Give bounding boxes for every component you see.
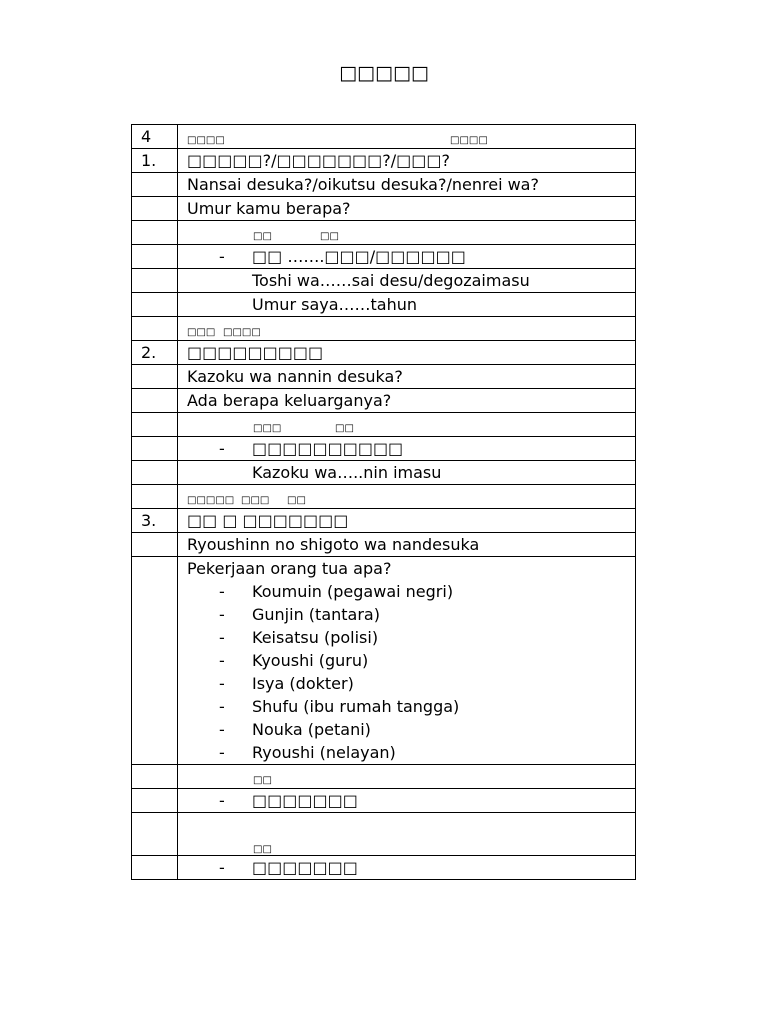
table-row [132,485,636,509]
ruby-text: □□□□□ [187,495,235,506]
ruby-text: □□ [253,775,272,786]
table-row [132,389,636,413]
row-number: 4 [132,125,178,149]
table-row [132,557,636,765]
row-number: 2. [132,341,178,365]
ruby-text: □□ [335,423,354,434]
question-indonesian: Ada berapa keluarganya? [178,389,636,413]
list-item: - Shufu (ibu rumah tangga) [219,697,460,716]
ruby-text: □□□ [241,495,270,506]
list-item: - Gunjin (tantara) [219,605,380,624]
table-row [132,245,636,269]
table-row [132,317,636,341]
question-romaji: Ryoushinn no shigoto wa nandesuka [178,533,636,557]
table-row [132,437,636,461]
answer-japanese: □□ …….□□□/□□□□□□ [252,247,466,266]
ruby-text: □□□ [253,423,282,434]
list-item: - Nouka (petani) [219,720,371,739]
table-row [132,269,636,293]
bullet-dash: - [219,858,225,877]
ruby-text: □□□□ [223,327,261,338]
list-item: - Koumuin (pegawai negri) [219,582,454,601]
answer-japanese: □□□□□□□ [252,858,358,877]
table-row [132,221,636,245]
answer-romaji: Kazoku wa…..nin imasu [252,463,442,482]
table-row [132,365,636,389]
table-row [132,461,636,485]
question-romaji: Kazoku wa nannin desuka? [178,365,636,389]
question-indonesian: Pekerjaan orang tua apa? [187,559,392,578]
ruby-text: □□□ [187,327,216,338]
table-row [132,413,636,437]
table-row [132,125,636,149]
question-romaji: Nansai desuka?/oikutsu desuka?/nenrei wa? [178,173,636,197]
jobs-list [187,557,635,764]
table-row [132,341,636,365]
ruby-text: □□□□ [187,135,225,146]
row-number: 3. [132,509,178,533]
question-indonesian: Umur kamu berapa? [178,197,636,221]
question-japanese: □□□□□□□□□ [178,341,636,365]
answer-romaji: Toshi wa……sai desu/degozaimasu [252,271,530,290]
bullet-dash: - [219,791,225,810]
table-row [132,813,636,856]
list-item: - Kyoushi (guru) [219,651,369,670]
ruby-text: □□□□ [450,135,488,146]
table-row [132,533,636,557]
ruby-text: □□ [253,844,272,855]
ruby-text: □□ [287,495,306,506]
table-row [132,856,636,880]
answer-japanese: □□□□□□□□□□ [252,439,404,458]
bullet-dash: - [219,439,225,458]
list-item: - Isya (dokter) [219,674,354,693]
question-japanese: □□ □ □□□□□□□ [178,509,636,533]
row-number: 1. [132,149,178,173]
table-row [132,509,636,533]
table-row [132,789,636,813]
list-item: - Ryoushi (nelayan) [219,743,396,762]
question-japanese: □□□□□?/□□□□□□□?/□□□? [178,149,636,173]
answer-japanese: □□□□□□□ [252,791,358,810]
ruby-text: □□ [320,231,339,242]
page-title: □□□□□ [339,62,429,84]
table-row [132,173,636,197]
ruby-text: □□ [253,231,272,242]
table-row [132,197,636,221]
table-row [132,293,636,317]
table-row [132,765,636,789]
table-row [132,149,636,173]
answer-indonesian: Umur saya……tahun [252,295,418,314]
bullet-dash: - [219,247,225,266]
list-item: - Keisatsu (polisi) [219,628,379,647]
vocab-table [131,124,636,880]
